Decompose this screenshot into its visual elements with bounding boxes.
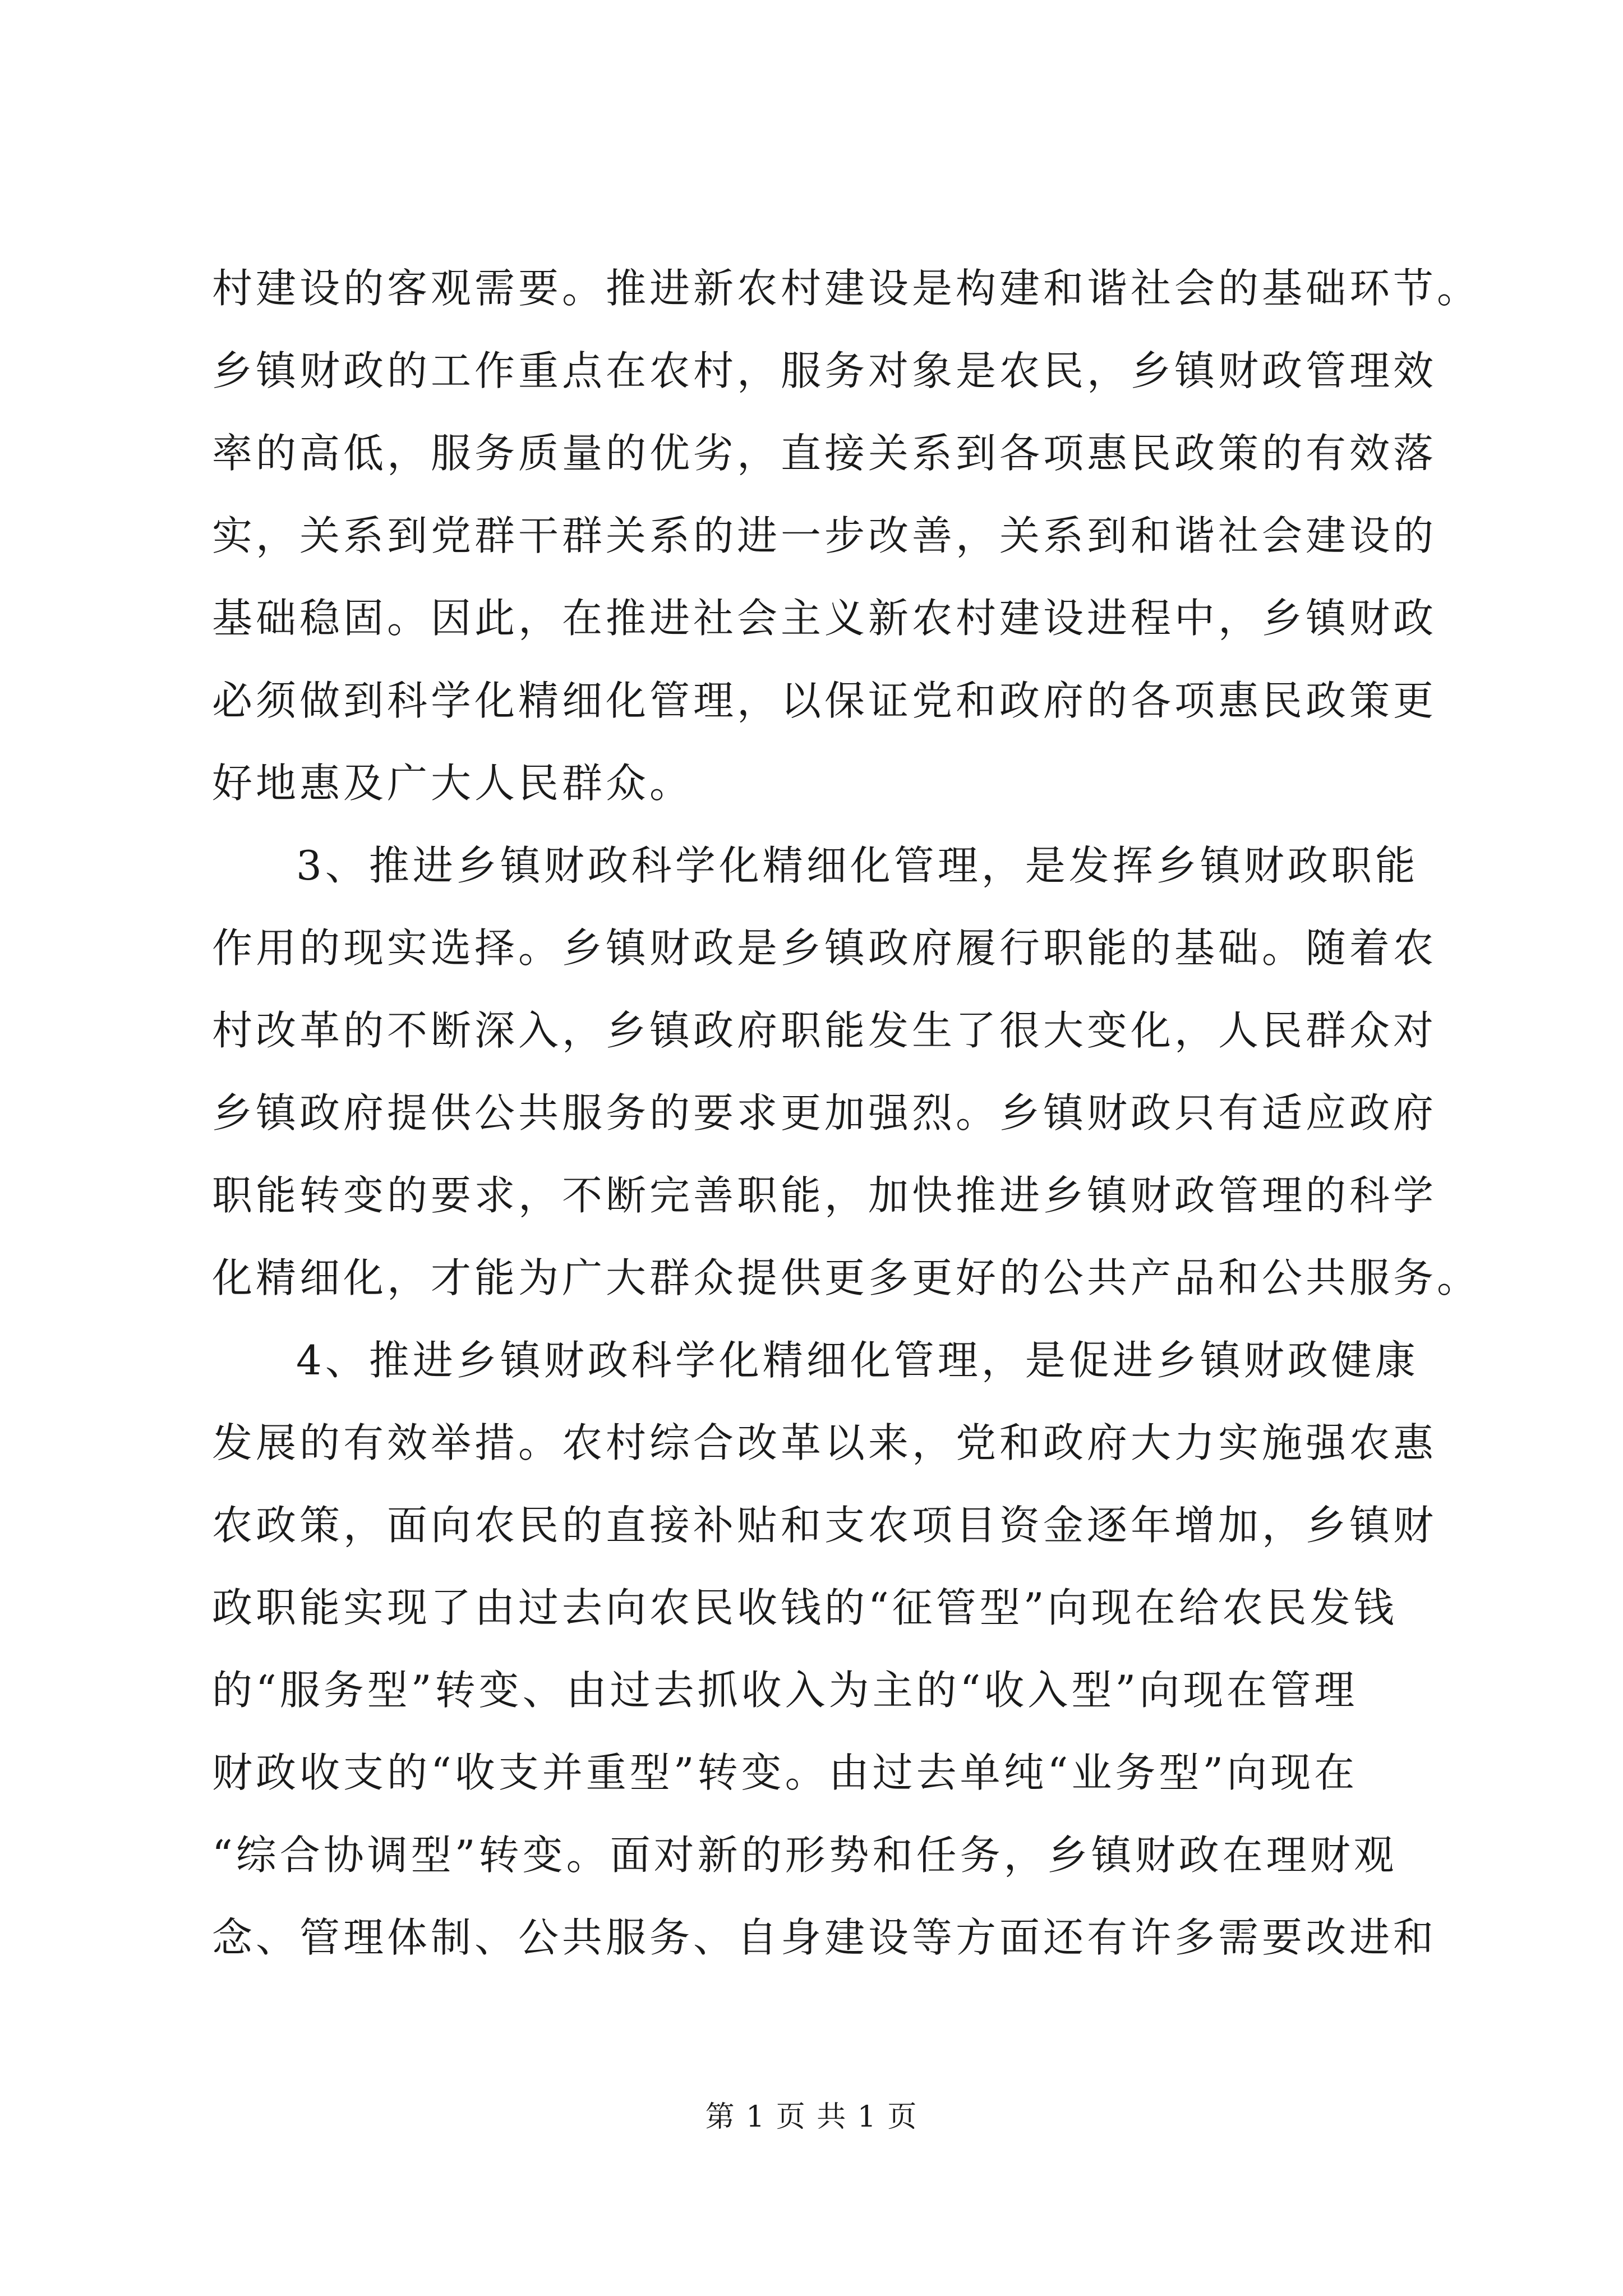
text-line: “综合协调型”转变。面对新的形势和任务，乡镇财政在理财观 bbox=[212, 1832, 1398, 1879]
text-line: 农政策，面向农民的直接补贴和支农项目资金逐年增加，乡镇财 bbox=[212, 1502, 1437, 1549]
page-number-footer: 第 1 页 共 1 页 bbox=[705, 2100, 918, 2134]
paragraph-start-line: 3、推进乡镇财政科学化精细化管理，是发挥乡镇财政职能 bbox=[296, 842, 1419, 889]
text-line: 政职能实现了由过去向农民收钱的“征管型”向现在给农民发钱 bbox=[212, 1584, 1398, 1631]
text-line: 村建设的客观需要。推进新农村建设是构建和谐社会的基础环节。 bbox=[212, 265, 1481, 312]
text-line: 乡镇财政的工作重点在农村，服务对象是农民，乡镇财政管理效 bbox=[212, 347, 1437, 394]
paragraph-start-line: 4、推进乡镇财政科学化精细化管理，是促进乡镇财政健康 bbox=[296, 1337, 1419, 1384]
text-line: 实，关系到党群干群关系的进一步改善，关系到和谐社会建设的 bbox=[212, 512, 1437, 559]
text-line: 村改革的不断深入，乡镇政府职能发生了很大变化，人民群众对 bbox=[212, 1007, 1437, 1054]
text-line: 基础稳固。因此，在推进社会主义新农村建设进程中，乡镇财政 bbox=[212, 595, 1437, 642]
text-line: 财政收支的“收支并重型”转变。由过去单纯“业务型”向现在 bbox=[212, 1749, 1358, 1796]
text-line: 好地惠及广大人民群众。 bbox=[212, 760, 694, 807]
text-line: 作用的现实选择。乡镇财政是乡镇政府履行职能的基础。随着农 bbox=[212, 924, 1437, 972]
text-line: 必须做到科学化精细化管理，以保证党和政府的各项惠民政策更 bbox=[212, 677, 1437, 724]
text-line: 念、管理体制、公共服务、自身建设等方面还有许多需要改进和 bbox=[212, 1914, 1437, 1961]
text-line: 发展的有效举措。农村综合改革以来，党和政府大力实施强农惠 bbox=[212, 1419, 1437, 1466]
text-line: 职能转变的要求，不断完善职能，加快推进乡镇财政管理的科学 bbox=[212, 1172, 1437, 1219]
text-line: 率的高低，服务质量的优劣，直接关系到各项惠民政策的有效落 bbox=[212, 430, 1437, 477]
text-line: 的“服务型”转变、由过去抓收入为主的“收入型”向现在管理 bbox=[212, 1667, 1358, 1714]
text-line: 乡镇政府提供公共服务的要求更加强烈。乡镇财政只有适应政府 bbox=[212, 1089, 1437, 1137]
text-line: 化精细化，才能为广大群众提供更多更好的公共产品和公共服务。 bbox=[212, 1254, 1481, 1301]
